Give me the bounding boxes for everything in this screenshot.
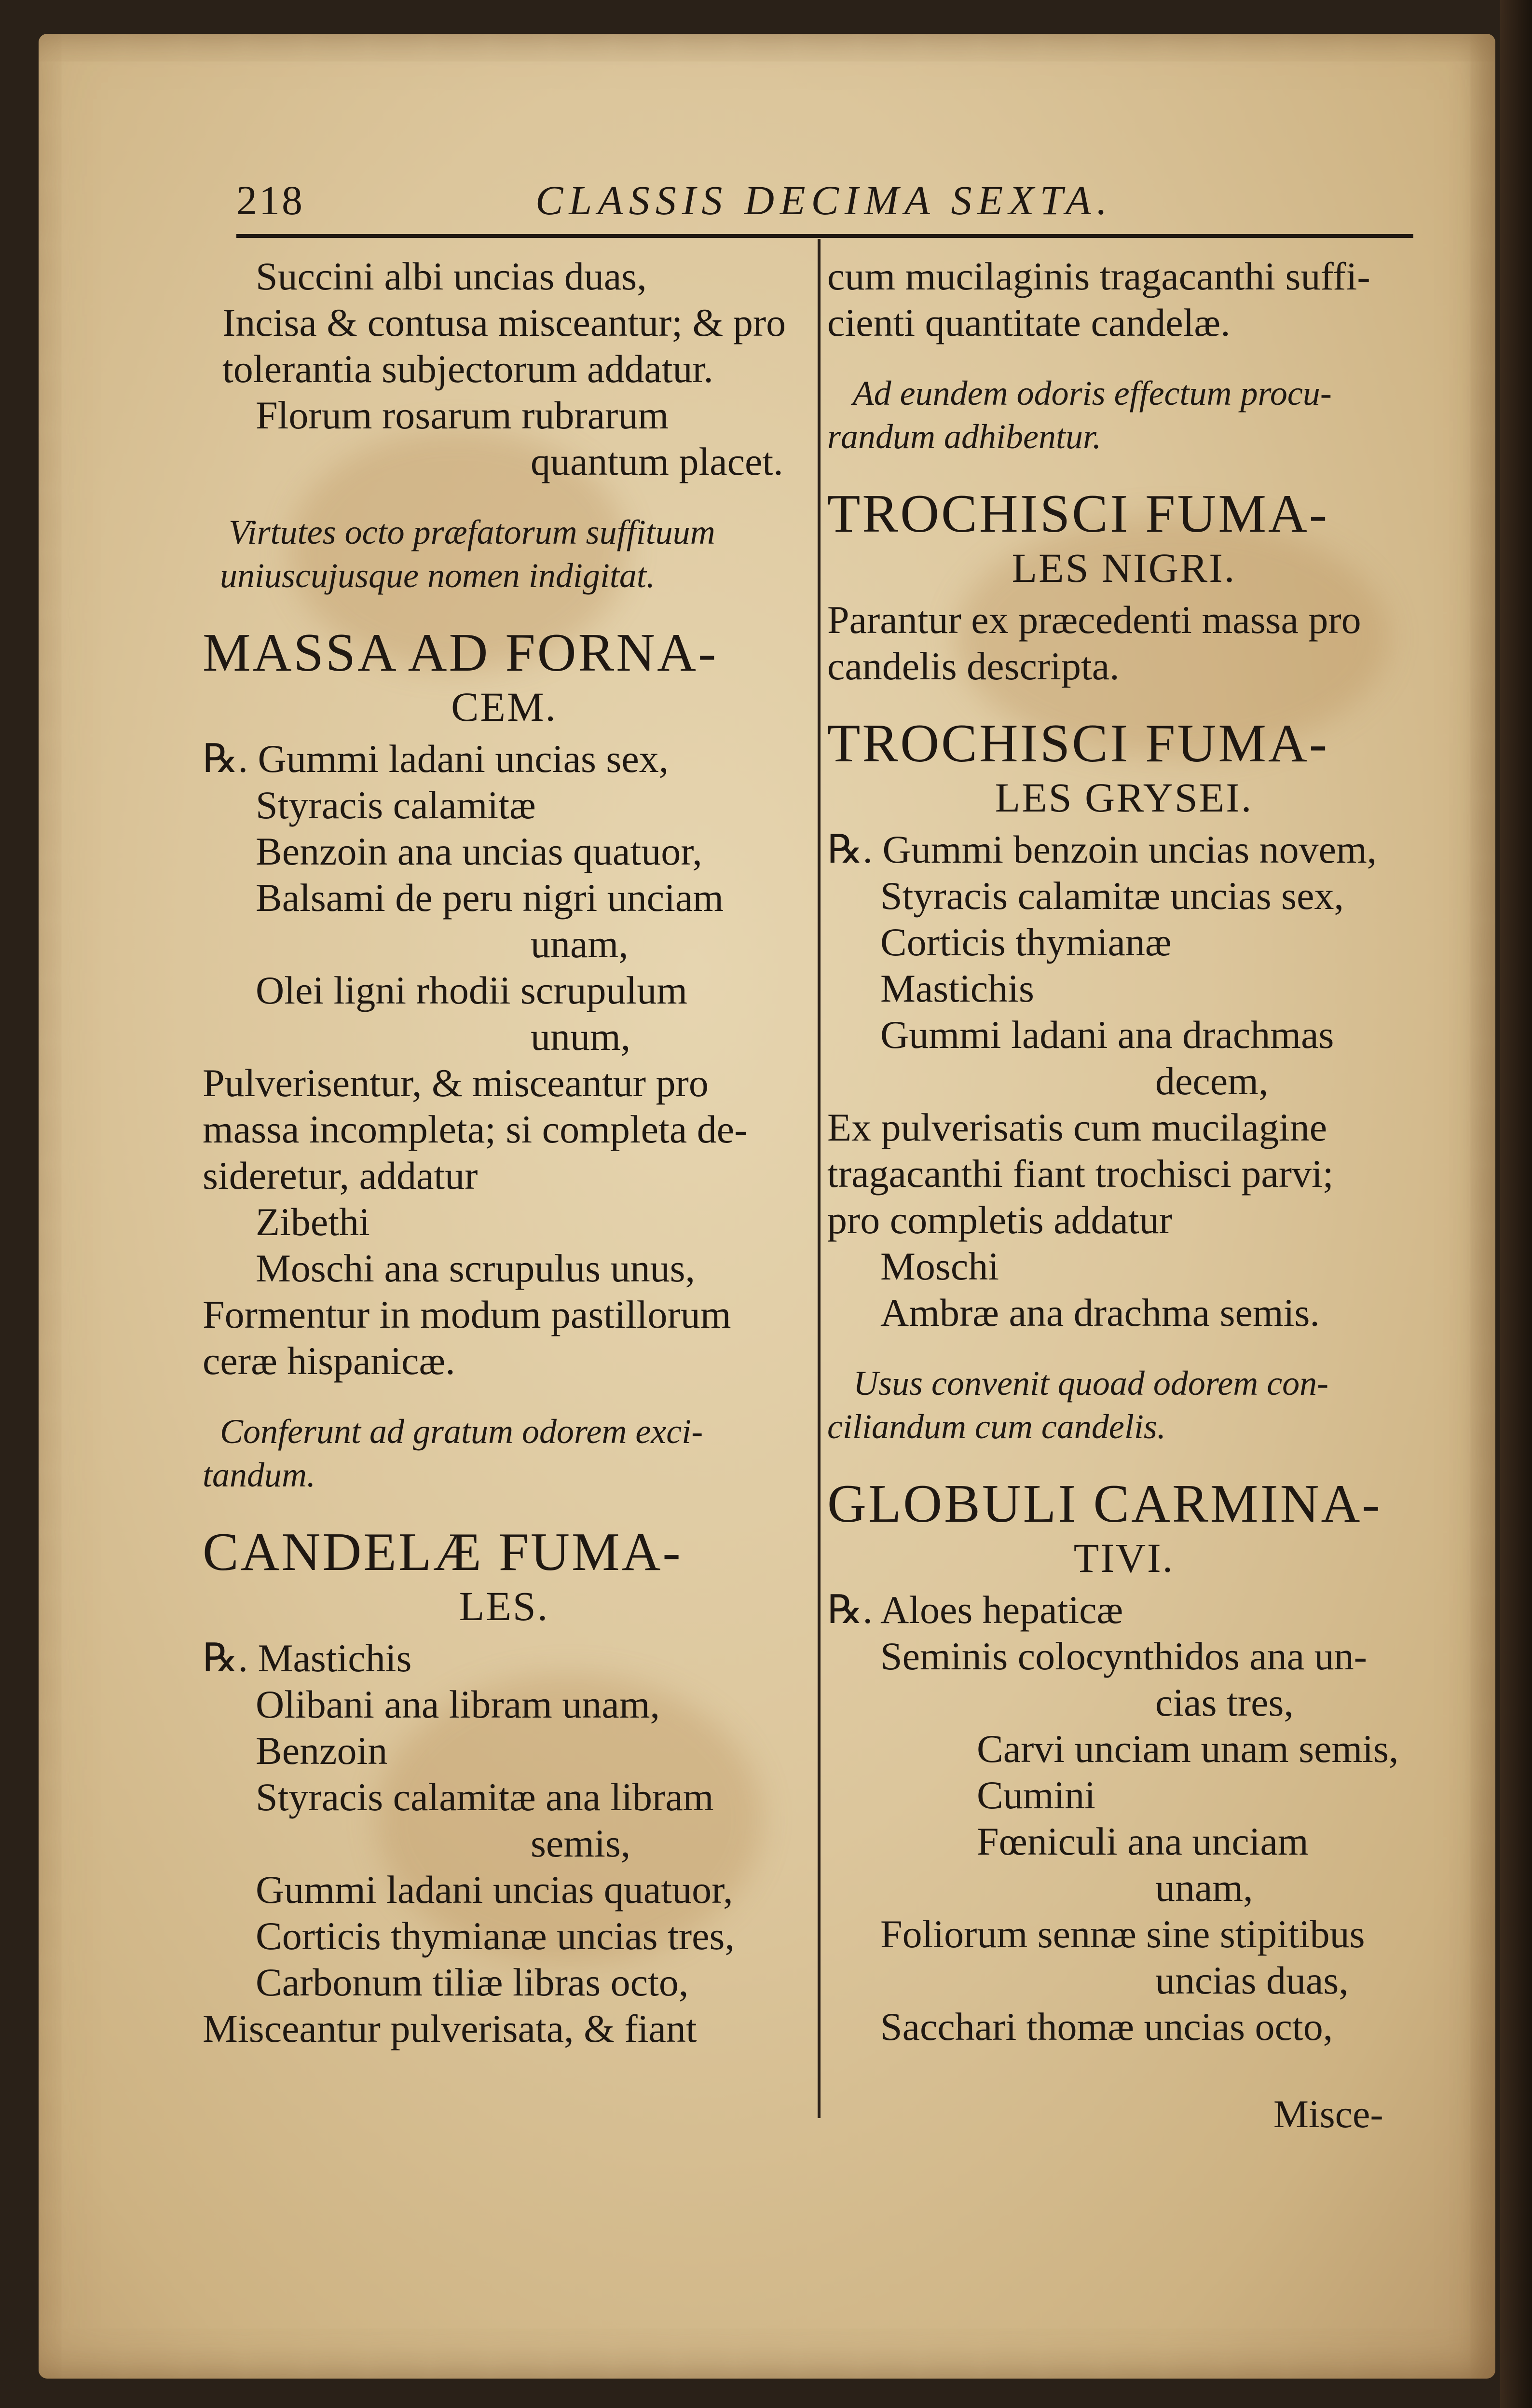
text-line: Mastichis	[880, 966, 1034, 1010]
text-line: Corticis thymianæ	[880, 920, 1172, 964]
italic-note: Virtutes octo præfatorum suffituum	[203, 513, 715, 551]
spacer	[827, 460, 1421, 487]
text-line: pro completis addatur	[827, 1198, 1173, 1242]
recipe-heading: GLOBULI CARMINA-	[827, 1474, 1382, 1534]
recipe-heading-continuation: CEM.	[451, 684, 557, 730]
spacer	[203, 485, 806, 512]
left-column	[203, 253, 806, 2052]
text-line: Carbonum tiliæ libras octo,	[256, 1960, 689, 2004]
recipe-heading: MASSA AD FORNA-	[203, 623, 718, 683]
text-line: Ambræ ana drachma semis.	[880, 1291, 1320, 1335]
recipe-ingredient-start: ℞. Gummi benzoin uncias novem,	[827, 827, 1377, 871]
text-line: Incisa & contusa misceantur; & pro	[203, 301, 786, 344]
text-line: tragacanthi fiant trochisci parvi;	[827, 1152, 1334, 1196]
column-divider	[818, 239, 821, 2118]
italic-note: Usus convenit quoad odorem con-	[827, 1364, 1329, 1403]
text-line: Corticis thymianæ uncias tres,	[256, 1914, 735, 1958]
text-line: Formentur in modum pastillorum	[203, 1293, 731, 1336]
catchword: Misce-	[1273, 2092, 1383, 2136]
italic-note: randum adhibentur.	[827, 417, 1102, 456]
text-line: Styracis calamitæ uncias sex,	[880, 874, 1344, 918]
text-line: Moschi	[880, 1244, 999, 1288]
italic-note: Ad eundem odoris effectum procu-	[827, 374, 1332, 413]
text-line: Florum rosarum rubrarum	[256, 393, 669, 437]
text-line: candelis descripta.	[827, 644, 1120, 688]
text-line: Seminis colocynthidos ana un-	[880, 1634, 1367, 1678]
recipe-heading-continuation: TIVI.	[1073, 1535, 1175, 1581]
spacer	[827, 689, 1421, 716]
text-line: Benzoin ana uncias quatuor,	[256, 829, 702, 873]
text-line: Gummi ladani uncias quatuor,	[256, 1868, 733, 1912]
recipe-heading: TROCHISCI FUMA-	[827, 484, 1329, 544]
text-line: Carvi unciam unam semis,	[977, 1727, 1399, 1771]
header-rule	[236, 234, 1413, 238]
text-line: uncias duas,	[1155, 1958, 1349, 2002]
text-line: sideretur, addatur	[203, 1154, 478, 1197]
text-line: cias tres,	[1155, 1680, 1294, 1724]
text-line: quantum placet.	[531, 440, 783, 483]
text-line: Succini albi uncias duas,	[256, 254, 647, 298]
text-line: semis,	[531, 1821, 631, 1865]
recipe-heading: TROCHISCI FUMA-	[827, 714, 1329, 773]
page-header	[236, 171, 1153, 229]
text-line: Balsami de peru nigri unciam	[256, 876, 724, 920]
text-line: tolerantia subjectorum addatur.	[203, 347, 713, 391]
text-line: Parantur ex præcedenti massa pro	[827, 598, 1361, 642]
text-line: Foliorum sennæ sine stipitibus	[880, 1912, 1365, 1956]
spacer	[203, 1498, 806, 1525]
text-line: cum mucilaginis tragacanthi suffi-	[827, 254, 1370, 298]
recipe-ingredient-start: ℞. Mastichis	[203, 1636, 412, 1680]
spacer	[203, 1384, 806, 1411]
recipe-heading-continuation: LES NIGRI.	[1012, 545, 1236, 591]
spacer	[203, 599, 806, 626]
text-line: decem,	[1155, 1059, 1269, 1103]
spacer	[827, 346, 1421, 373]
text-line: Pulverisentur, & misceantur pro	[203, 1061, 709, 1105]
text-line: Ex pulverisatis cum mucilagine	[827, 1105, 1327, 1149]
text-line: massa incompleta; si completa de-	[203, 1107, 748, 1151]
recipe-heading: CANDELÆ FUMA-	[203, 1522, 683, 1582]
italic-note: Conferunt ad gratum odorem exci-	[203, 1412, 703, 1451]
spacer	[827, 1450, 1421, 1477]
text-line: unam,	[531, 922, 629, 966]
recipe-heading-continuation: LES.	[459, 1583, 549, 1629]
text-line: Moschi ana scrupulus unus,	[256, 1246, 696, 1290]
text-line: Gummi ladani ana drachmas	[880, 1013, 1334, 1057]
text-line: cienti quantitate candelæ.	[827, 301, 1231, 344]
page-number: 218	[236, 177, 304, 223]
right-column	[827, 253, 1421, 2050]
adjacent-page-edge	[1500, 0, 1532, 2408]
text-line: Olibani ana libram unam,	[256, 1682, 660, 1726]
text-line: Zibethi	[256, 1200, 370, 1244]
italic-note: tandum.	[203, 1456, 315, 1494]
spacer	[827, 1336, 1421, 1363]
text-line: Benzoin	[256, 1729, 388, 1773]
recipe-ingredient-start: ℞. Gummi ladani uncias sex,	[203, 737, 669, 781]
recipe-heading-continuation: LES GRYSEI.	[995, 774, 1253, 821]
text-line: Misceantur pulverisata, & fiant	[203, 2007, 697, 2050]
text-line: Fœniculi ana unciam	[977, 1819, 1309, 1863]
running-head: CLASSIS DECIMA SEXTA.	[535, 177, 1113, 223]
text-line: Styracis calamitæ	[256, 783, 536, 827]
recipe-ingredient-start: ℞. Aloes hepaticæ	[827, 1588, 1123, 1632]
text-line: Sacchari thomæ uncias octo,	[880, 2005, 1333, 2049]
text-line: Styracis calamitæ ana libram	[256, 1775, 714, 1819]
text-line: unum,	[531, 1015, 631, 1059]
italic-note: uniuscujusque nomen indigitat.	[203, 556, 655, 595]
text-line: ceræ hispanicæ.	[203, 1339, 455, 1383]
text-line: Cumini	[977, 1773, 1096, 1817]
text-line: Olei ligni rhodii scrupulum	[256, 968, 688, 1012]
text-line: unam,	[1155, 1866, 1253, 1910]
italic-note: ciliandum cum candelis.	[827, 1407, 1166, 1446]
